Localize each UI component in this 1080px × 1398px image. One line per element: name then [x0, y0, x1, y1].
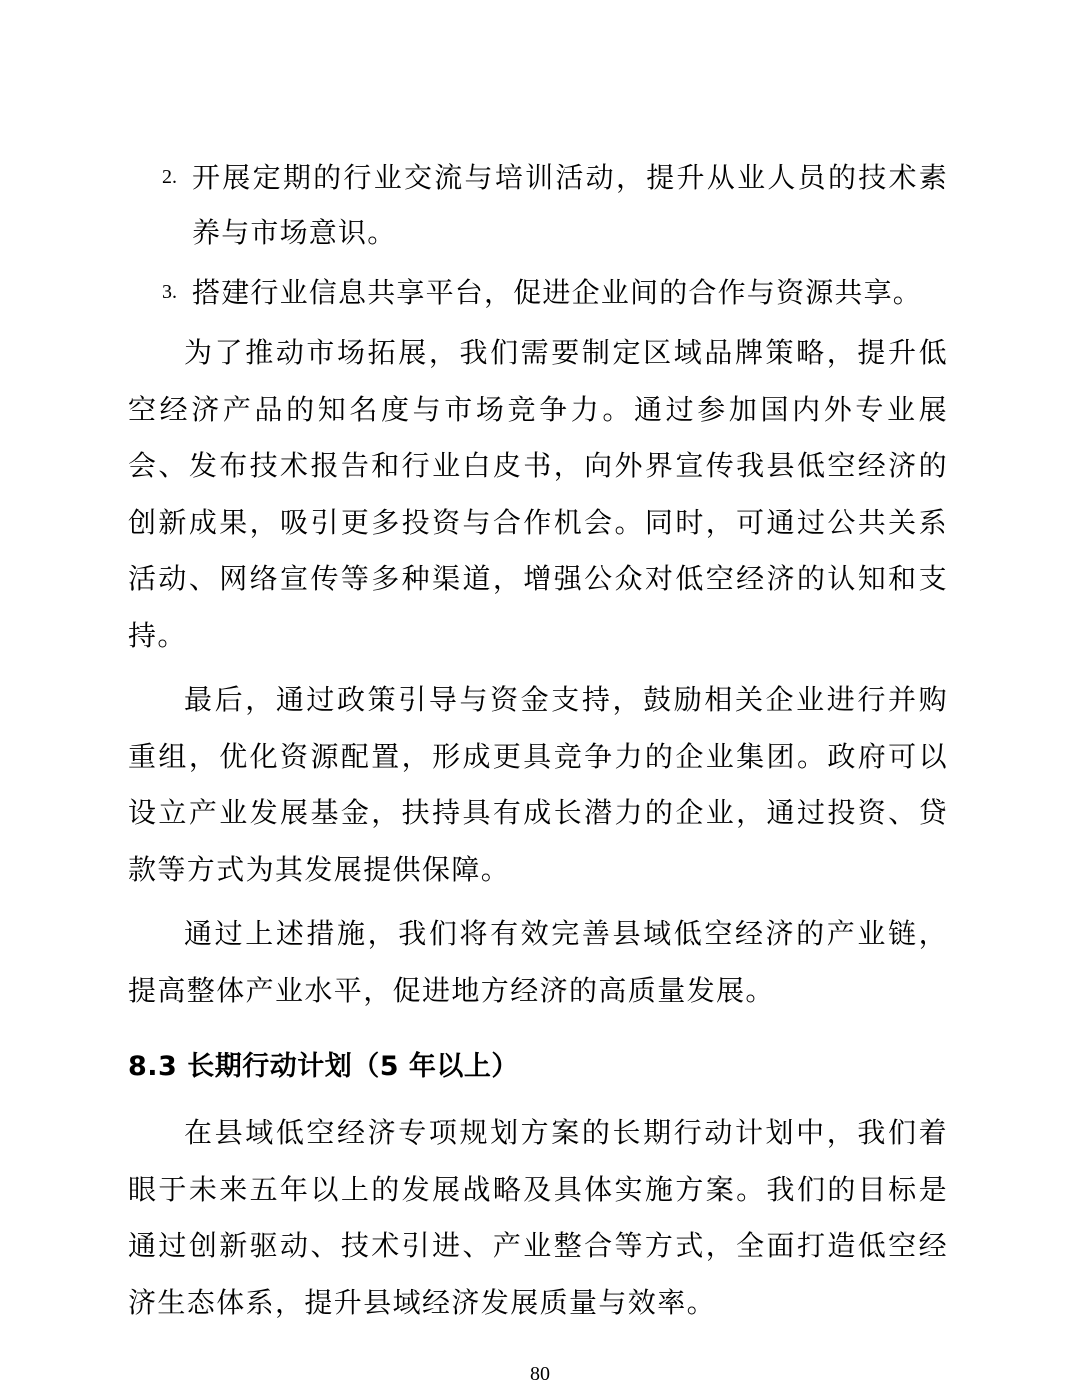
section-paragraph: 在县域低空经济专项规划方案的长期行动计划中，我们着眼于未来五年以上的发展战略及具体实施方案。我们的目标是通过创新驱动、技术引进、产业整合等方式，全面打造低空经济生态体系，提升县域经济发展质量与效率。	[128, 1116, 948, 1319]
list-number: 3.	[162, 281, 177, 303]
page-content	[128, 150, 948, 1339]
page-number: 80	[530, 1363, 550, 1385]
body-paragraph: 通过上述措施，我们将有效完善县域低空经济的产业链，提高整体产业水平，促进地方经济的高质量发展。	[128, 917, 948, 1007]
list-text: 开展定期的行业交流与培训活动，提升从业人员的技术素养与市场意识。	[192, 161, 948, 249]
body-paragraph: 最后，通过政策引导与资金支持，鼓励相关企业进行并购重组，优化资源配置，形成更具竞争力的企业集团。政府可以设立产业发展基金，扶持具有成长潜力的企业，通过投资、贷款等方式为其发展提供保障。	[128, 683, 948, 886]
list-number: 2.	[162, 166, 177, 188]
list-item	[128, 150, 948, 260]
list-text: 搭建行业信息共享平台，促进企业间的合作与资源共享。	[192, 276, 923, 309]
body-paragraph: 为了推动市场拓展，我们需要制定区域品牌策略，提升低空经济产品的知名度与市场竞争力。通过参加国内外专业展会、发布技术报告和行业白皮书，向外界宣传我县低空经济的创新成果，吸引更多投资与合作机会。同时，可通过公共关系活动、网络宣传等多种渠道，增强公众对低空经济的认知和支持。	[128, 336, 948, 652]
section-heading: 8.3 长期行动计划（5 年以上）	[128, 1051, 519, 1082]
list-item	[128, 265, 948, 320]
